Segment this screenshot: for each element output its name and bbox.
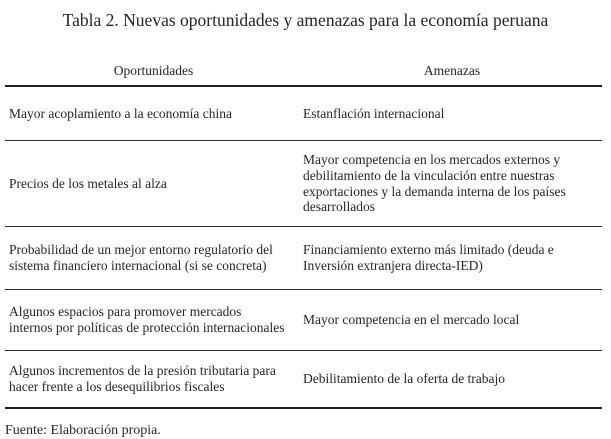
table-row — [5, 290, 602, 351]
table-row — [5, 227, 602, 290]
column-header-threats: Amenazas — [302, 59, 602, 86]
column-header-opportunities: Oportunidades — [5, 59, 302, 86]
opportunity-cell: Probabilidad de un mejor entorno regulatorio del sistema financiero internacional (si se concreta) — [5, 227, 302, 290]
threat-cell: Mayor competencia en el mercado local — [302, 290, 602, 351]
threat-cell: Debilitamiento de la oferta de trabajo — [302, 351, 602, 409]
table-row — [5, 86, 602, 141]
threat-cell: Financiamiento externo más limitado (deuda e Inversión extranjera directa-IED) — [302, 227, 602, 290]
threat-cell: Estanflación internacional — [302, 86, 602, 141]
table-title: Tabla 2. Nuevas oportunidades y amenazas para la economía peruana — [62, 10, 549, 30]
opportunity-cell: Precios de los metales al alza — [5, 141, 302, 227]
header-row — [5, 59, 602, 86]
threat-cell: Mayor competencia en los mercados externos y debilitamiento de la vinculación entre nuestras exportaciones y la demanda interna de los países desarrollados — [302, 141, 602, 227]
opportunity-cell: Algunos espacios para promover mercados internos por políticas de protección internacionales — [5, 290, 302, 351]
source-note: Fuente: Elaboración propia. — [5, 423, 161, 438]
opportunity-cell: Mayor acoplamiento a la economía china — [5, 86, 302, 141]
opportunities-threats-table — [5, 59, 602, 409]
table-row — [5, 141, 602, 227]
table-row — [5, 351, 602, 409]
opportunity-cell: Algunos incrementos de la presión tributaria para hacer frente a los desequilibrios fiscales — [5, 351, 302, 409]
